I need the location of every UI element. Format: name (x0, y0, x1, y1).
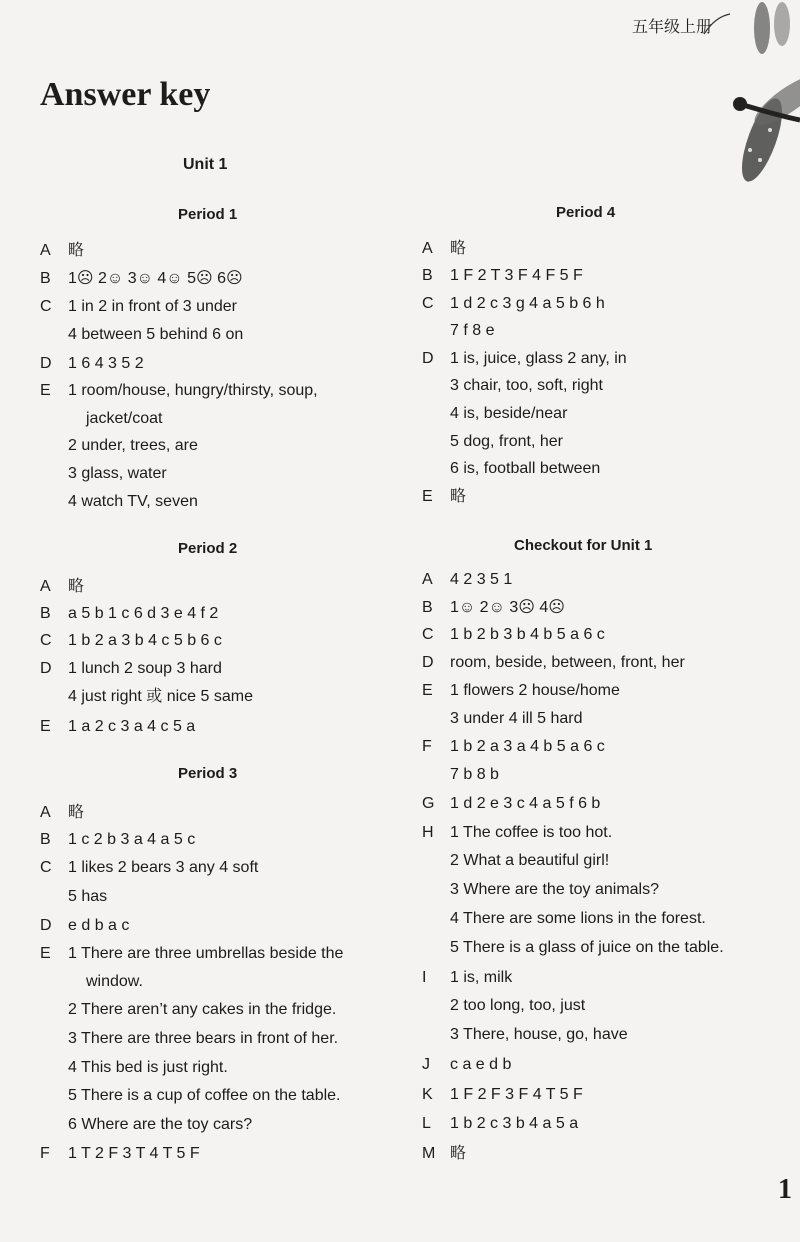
right-answer-line (400, 1055, 800, 1077)
answer-text: 3 There are three bears in front of her. (68, 1030, 339, 1047)
left-section-heading: Period 1 (178, 206, 238, 223)
right-answer-line (400, 459, 800, 481)
right-answer-line (400, 823, 800, 845)
right-answer-line (400, 294, 800, 316)
right-answer-line (400, 880, 800, 902)
answer-text: e d b a c (68, 917, 130, 934)
left-answer-line (0, 687, 400, 709)
exercise-label: H (422, 824, 434, 841)
answer-text: 1 F 2 F 3 F 4 T 5 F (450, 1086, 583, 1103)
answer-text: 1 There are three umbrellas beside the (68, 945, 344, 962)
answer-text: 1☹ 2☺ 3☺ 4☺ 5☹ 6☹ (68, 270, 243, 287)
right-answer-line (400, 681, 800, 703)
exercise-label: B (422, 267, 433, 284)
answer-text: 1 d 2 c 3 g 4 a 5 b 6 h (450, 295, 605, 312)
right-answer-line (400, 737, 800, 759)
page-number: 1 (778, 1174, 792, 1205)
exercise-label: J (422, 1056, 430, 1073)
right-answer-line (400, 938, 800, 960)
left-answer-line (0, 381, 400, 403)
exercise-label: A (40, 804, 51, 821)
right-answer-line (400, 909, 800, 931)
exercise-label: L (422, 1115, 431, 1132)
exercise-label: B (422, 599, 433, 616)
answer-text: 1 The coffee is too hot. (450, 824, 613, 841)
answer-text: 1 c 2 b 3 a 4 a 5 c (68, 831, 196, 848)
right-answer-line (400, 404, 800, 426)
left-answer-line (0, 297, 400, 319)
right-answer-line (400, 794, 800, 816)
right-answer-line (400, 653, 800, 675)
answer-text: a 5 b 1 c 6 d 3 e 4 f 2 (68, 605, 219, 622)
book-header: 五年级上册 (631, 17, 712, 36)
exercise-label: A (422, 571, 433, 588)
left-answer-line (0, 354, 400, 376)
exercise-label: I (422, 969, 427, 986)
exercise-label: B (40, 605, 51, 622)
left-answer-line (0, 269, 400, 291)
answer-text: 1 in 2 in front of 3 under (68, 298, 237, 315)
exercise-label: G (422, 795, 435, 812)
left-answer-line (0, 803, 400, 825)
answer-text: 略 (68, 804, 85, 821)
exercise-label: M (422, 1145, 436, 1162)
answer-text: 4 This bed is just right. (68, 1059, 228, 1076)
answer-text: 略 (68, 242, 85, 259)
answer-text: 3 There, house, go, have (450, 1026, 628, 1043)
right-answer-line (400, 376, 800, 398)
answer-text: 4 is, beside/near (450, 405, 568, 422)
unit-heading: Unit 1 (183, 156, 228, 173)
left-answer-line (0, 492, 400, 514)
answer-text: 1 F 2 T 3 F 4 F 5 F (450, 267, 583, 284)
left-answer-line (0, 631, 400, 653)
left-answer-line (0, 1058, 400, 1080)
right-answer-line (400, 349, 800, 371)
exercise-label: B (40, 831, 51, 848)
exercise-label: E (40, 382, 51, 399)
left-answer-line (0, 830, 400, 852)
right-answer-line (400, 239, 800, 261)
answer-text: 4 between 5 behind 6 on (68, 326, 244, 343)
answer-text: 1 b 2 a 3 a 4 b 5 a 6 c (450, 738, 605, 755)
answer-text: 5 has (68, 888, 108, 905)
left-answer-line (0, 1086, 400, 1108)
answer-text: jacket/coat (86, 410, 163, 427)
exercise-label: B (40, 270, 51, 287)
answer-text: 5 There is a cup of coffee on the table. (68, 1087, 341, 1104)
right-answer-line (400, 709, 800, 731)
left-answer-line (0, 325, 400, 347)
exercise-label: D (422, 350, 434, 367)
exercise-label: D (40, 355, 52, 372)
answer-text: 5 dog, front, her (450, 433, 563, 450)
left-answer-line (0, 436, 400, 458)
exercise-label: C (422, 626, 434, 643)
right-section-heading: Period 4 (556, 204, 616, 221)
left-answer-line (0, 659, 400, 681)
answer-text: room, beside, between, front, her (450, 654, 685, 671)
exercise-label: C (422, 295, 434, 312)
answer-text: 4 watch TV, seven (68, 493, 198, 510)
left-section-heading: Period 3 (178, 765, 238, 782)
answer-text: 1 a 2 c 3 a 4 c 5 a (68, 718, 196, 735)
answer-text: 1 b 2 b 3 b 4 b 5 a 6 c (450, 626, 605, 643)
right-answer-line (400, 432, 800, 454)
exercise-label: E (40, 945, 51, 962)
exercise-label: C (40, 632, 52, 649)
left-answer-line (0, 409, 400, 431)
left-answer-line (0, 717, 400, 739)
left-answer-line (0, 1029, 400, 1051)
exercise-label: A (422, 240, 433, 257)
right-answer-line (400, 1114, 800, 1136)
exercise-label: A (40, 242, 51, 259)
answer-text: 略 (450, 240, 467, 257)
answer-text: 1☺ 2☺ 3☹ 4☹ (450, 599, 565, 616)
dragonfly-illustration (690, 0, 800, 200)
answer-text: 4 just right 或 nice 5 same (68, 688, 253, 705)
right-answer-line (400, 625, 800, 647)
answer-text: 4 There are some lions in the forest. (450, 910, 706, 927)
right-answer-line (400, 487, 800, 509)
exercise-label: E (422, 488, 433, 505)
answer-text: 2 There aren’t any cakes in the fridge. (68, 1001, 337, 1018)
answer-text: 1 is, milk (450, 969, 513, 986)
left-answer-line (0, 944, 400, 966)
exercise-label: F (40, 1145, 50, 1162)
left-answer-line (0, 1144, 400, 1166)
answer-text: c a e d b (450, 1056, 512, 1073)
left-answer-line (0, 1000, 400, 1022)
left-answer-line (0, 858, 400, 880)
answer-text: 3 Where are the toy animals? (450, 881, 659, 898)
answer-text: 1 T 2 F 3 T 4 T 5 F (68, 1145, 200, 1162)
answer-text: 1 room/house, hungry/thirsty, soup, (68, 382, 318, 399)
exercise-label: E (422, 682, 433, 699)
left-answer-line (0, 577, 400, 599)
left-answer-line (0, 464, 400, 486)
answer-text: 略 (68, 578, 85, 595)
answer-text: 3 glass, water (68, 465, 167, 482)
right-answer-line (400, 1085, 800, 1107)
exercise-label: A (40, 578, 51, 595)
answer-text: 3 under 4 ill 5 hard (450, 710, 583, 727)
exercise-label: C (40, 859, 52, 876)
answer-text: 3 chair, too, soft, right (450, 377, 603, 394)
answer-text: 7 f 8 e (450, 322, 495, 339)
answer-text: 1 d 2 e 3 c 4 a 5 f 6 b (450, 795, 601, 812)
left-answer-line (0, 241, 400, 263)
answer-text: 1 lunch 2 soup 3 hard (68, 660, 222, 677)
answer-text: 4 2 3 5 1 (450, 571, 513, 588)
exercise-label: F (422, 738, 432, 755)
answer-text: 略 (450, 488, 467, 505)
right-answer-line (400, 321, 800, 343)
right-answer-line (400, 851, 800, 873)
left-answer-line (0, 972, 400, 994)
exercise-label: D (40, 917, 52, 934)
answer-text: 7 b 8 b (450, 766, 499, 783)
right-answer-line (400, 1144, 800, 1166)
page-title: Answer key (40, 76, 211, 113)
exercise-label: D (422, 654, 434, 671)
exercise-label: E (40, 718, 51, 735)
left-section-heading: Period 2 (178, 540, 238, 557)
exercise-label: D (40, 660, 52, 677)
right-answer-line (400, 266, 800, 288)
answer-text: 5 There is a glass of juice on the table. (450, 939, 724, 956)
right-answer-line (400, 598, 800, 620)
answer-text: 略 (450, 1145, 467, 1162)
left-answer-line (0, 916, 400, 938)
answer-text: 6 Where are the toy cars? (68, 1116, 253, 1133)
left-answer-line (0, 604, 400, 626)
answer-text: 1 6 4 3 5 2 (68, 355, 144, 372)
answer-text: 2 too long, too, just (450, 997, 586, 1014)
right-answer-line (400, 765, 800, 787)
answer-text: 1 b 2 c 3 b 4 a 5 a (450, 1115, 579, 1132)
right-answer-line (400, 996, 800, 1018)
right-answer-line (400, 968, 800, 990)
left-answer-line (0, 1115, 400, 1137)
exercise-label: C (40, 298, 52, 315)
answer-text: 1 likes 2 bears 3 any 4 soft (68, 859, 259, 876)
answer-text: 2 What a beautiful girl! (450, 852, 610, 869)
right-section-heading: Checkout for Unit 1 (514, 537, 653, 554)
answer-text: window. (86, 973, 143, 990)
answer-text: 1 is, juice, glass 2 any, in (450, 350, 627, 367)
answer-text: 2 under, trees, are (68, 437, 198, 454)
answer-text: 6 is, football between (450, 460, 601, 477)
right-answer-line (400, 570, 800, 592)
right-answer-line (400, 1025, 800, 1047)
exercise-label: K (422, 1086, 433, 1103)
answer-text: 1 flowers 2 house/home (450, 682, 620, 699)
answer-text: 1 b 2 a 3 b 4 c 5 b 6 c (68, 632, 222, 649)
left-answer-line (0, 887, 400, 909)
